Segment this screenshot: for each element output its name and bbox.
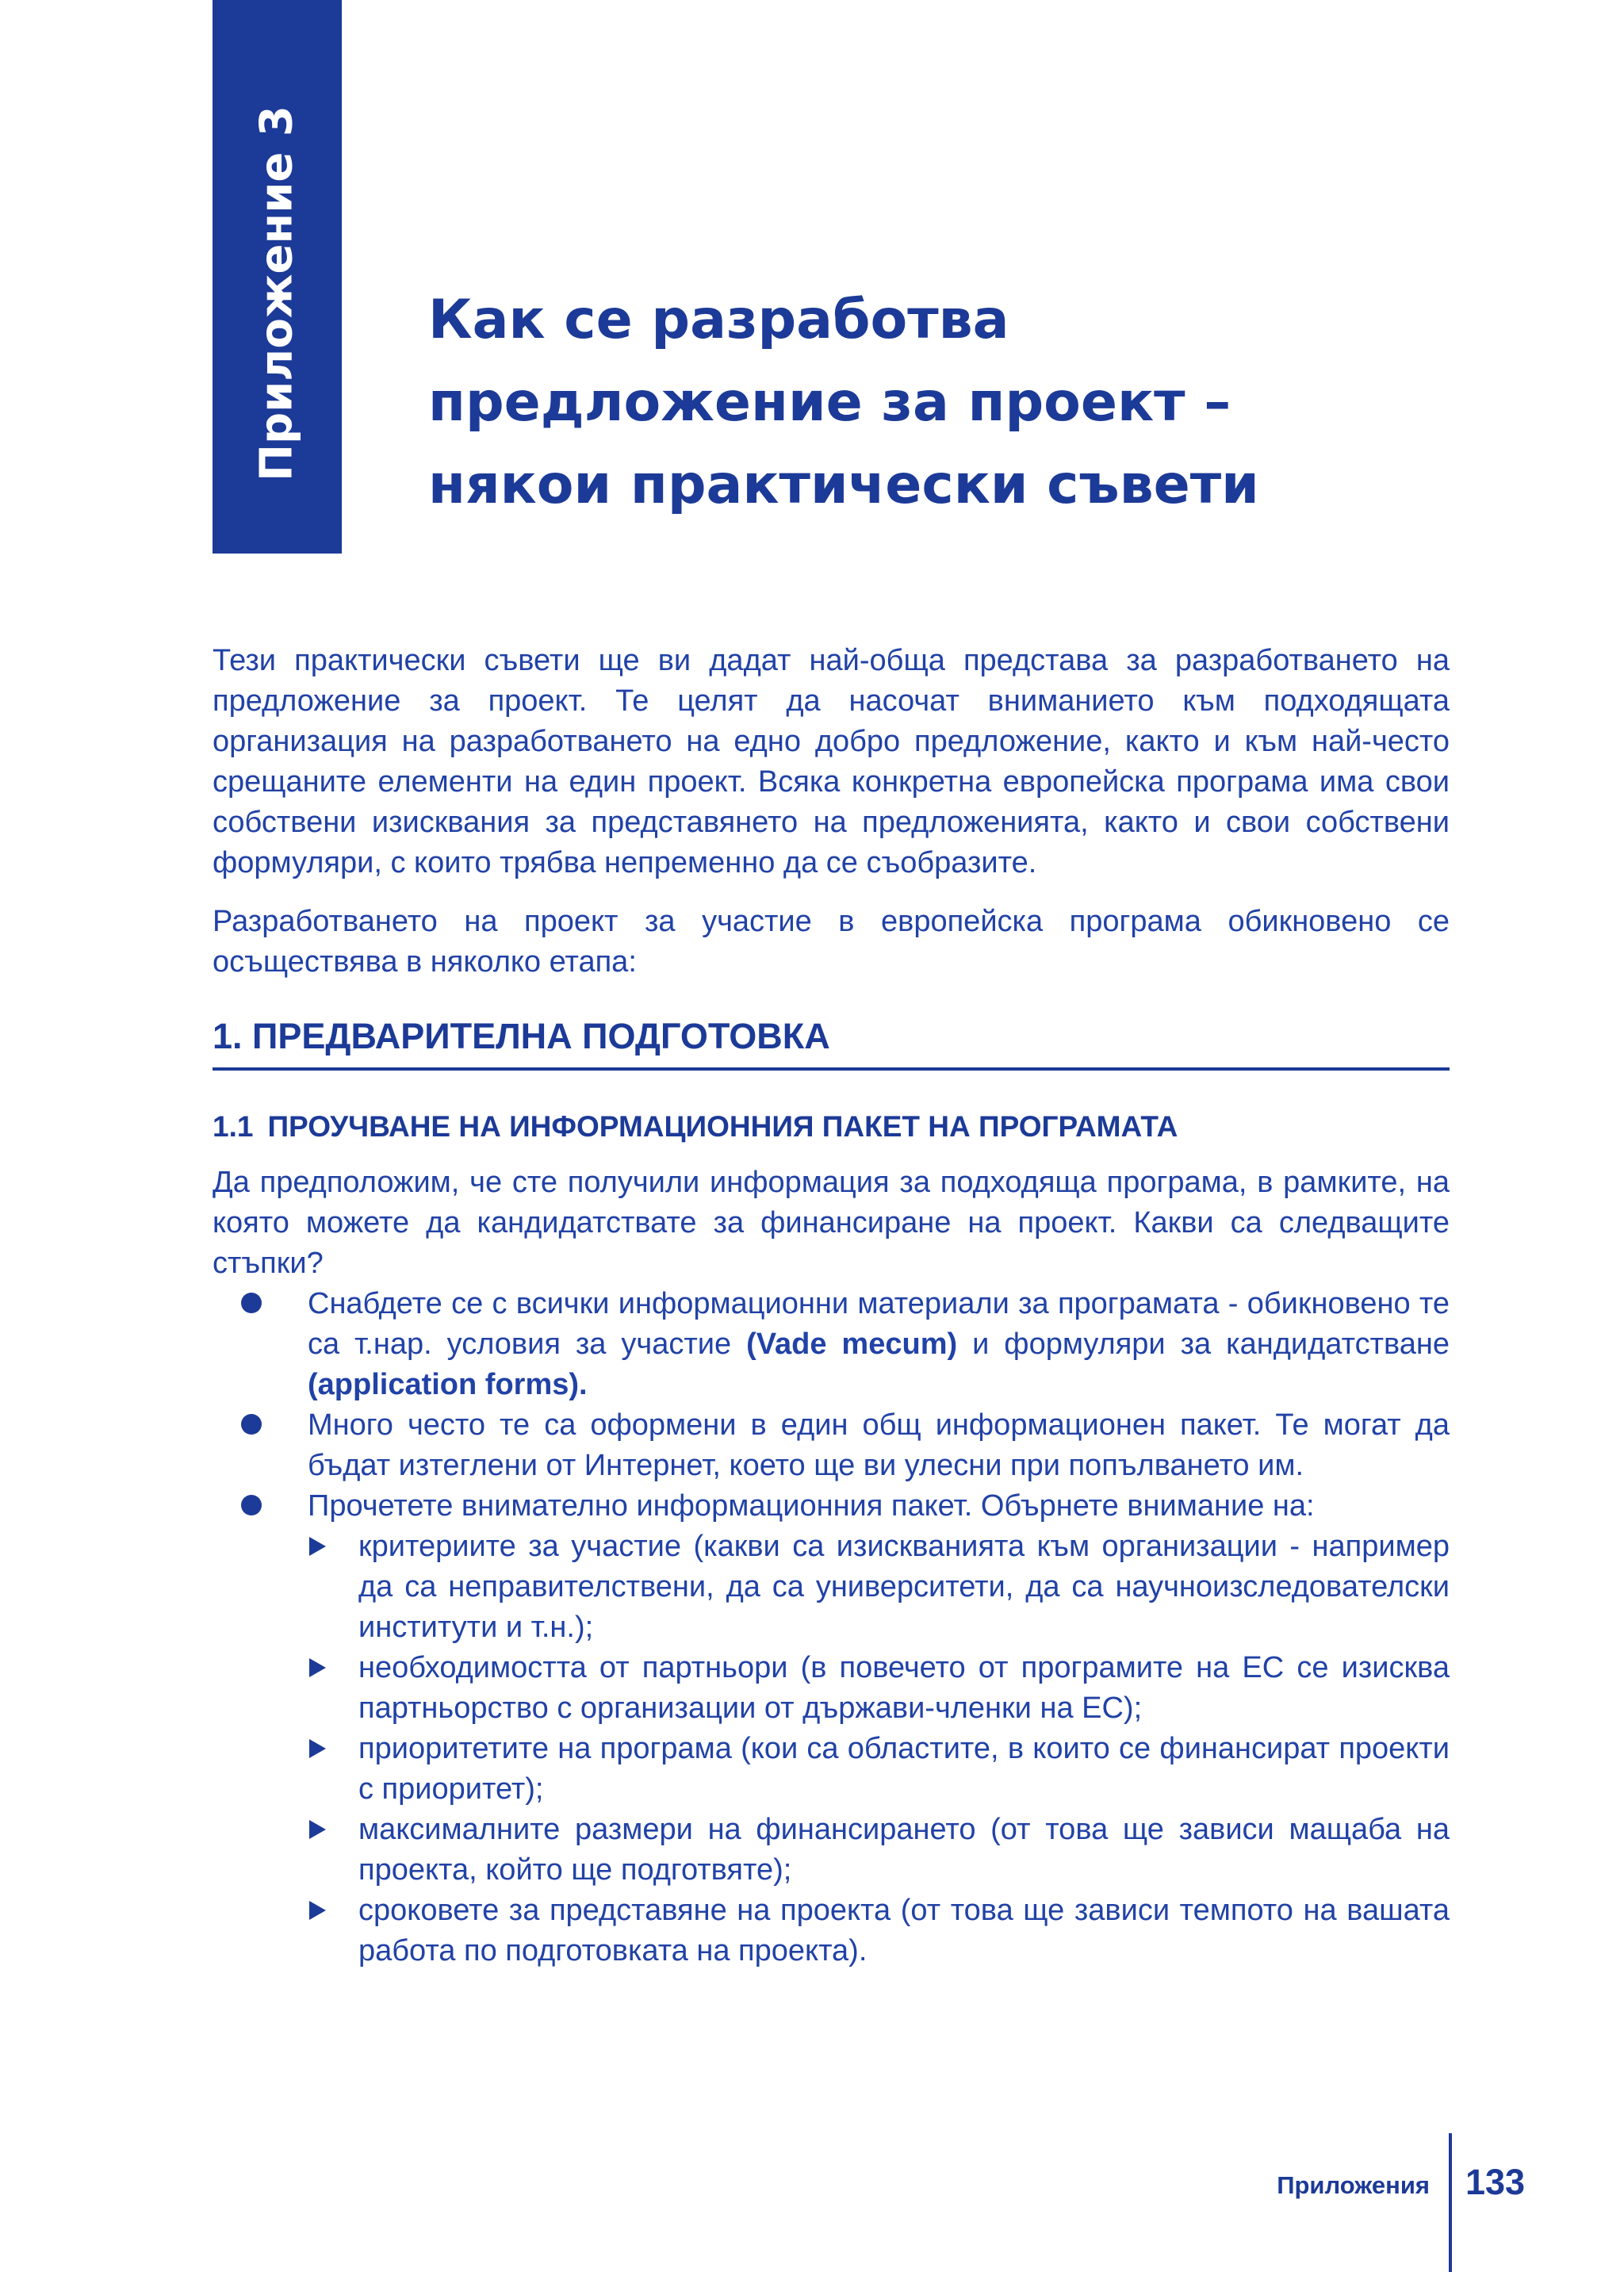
triangle-bullet-icon bbox=[309, 1820, 326, 1839]
chapter-title-line-1: Как се разработва bbox=[428, 289, 1009, 351]
bullet-1-bold-application-forms: (application forms). bbox=[308, 1368, 588, 1401]
bullet-3-text: Прочетете внимателно информационния пакет. Обърнете внимание на: bbox=[308, 1489, 1315, 1523]
bullet-dot-icon bbox=[241, 1293, 262, 1313]
list-item bbox=[213, 1284, 1450, 1405]
bullet-1-text-mid: и формуляри за кандидатстване bbox=[957, 1328, 1450, 1361]
subsection-heading-1-1 bbox=[213, 1106, 1450, 1147]
side-tab-label: Приложение 3 bbox=[251, 105, 303, 481]
bullet-2-text: Много често те са оформени в един общ информационен пакет. Те могат да бъдат изтеглени от Интернет, което ще ви улесни при попълването им. bbox=[308, 1408, 1450, 1482]
sub-item-text: максималните размери на финансирането (от това ще зависи мащаба на проекта, който ще подготвяте); bbox=[358, 1813, 1450, 1887]
bullet-dot-icon bbox=[241, 1495, 262, 1515]
chapter-title bbox=[428, 279, 1459, 527]
sub-list-item bbox=[308, 1527, 1450, 1648]
chapter-title-line-3: някои практически съвети bbox=[428, 454, 1259, 516]
footer-divider bbox=[1449, 2133, 1452, 2272]
sub-list-item bbox=[308, 1810, 1450, 1891]
list-item bbox=[213, 1486, 1450, 1971]
sub-bullet-list bbox=[308, 1527, 1450, 1971]
triangle-bullet-icon bbox=[309, 1739, 326, 1758]
footer-section-label: Приложения bbox=[1277, 2171, 1430, 2199]
sub-list-item bbox=[308, 1648, 1450, 1729]
bullet-dot-icon bbox=[241, 1414, 262, 1435]
page-content bbox=[213, 641, 1450, 1971]
triangle-bullet-icon bbox=[309, 1658, 326, 1677]
list-item bbox=[213, 1405, 1450, 1486]
page-number: 133 bbox=[1465, 2162, 1526, 2202]
triangle-bullet-icon bbox=[309, 1537, 326, 1556]
sub-item-text: приоритетите на програма (кои са областите, в които се финансират проекти с приоритет); bbox=[358, 1732, 1450, 1806]
bullet-list bbox=[213, 1284, 1450, 1971]
chapter-title-line-2: предложение за проект – bbox=[428, 371, 1231, 434]
sub-item-text: критериите за участие (какви са изискванията към организации - например да са неправителствени, да са университети, да са научноизследователски институти и т.н.); bbox=[358, 1530, 1450, 1644]
sub-list-item bbox=[308, 1891, 1450, 1971]
sub-list-item bbox=[308, 1729, 1450, 1810]
bullet-1-bold-vade-mecum: (Vade mecum) bbox=[746, 1328, 958, 1361]
subsection-lead-paragraph: Да предположим, че сте получили информация за подходяща програма, в рамките, на която можете да кандидатствате за финансиране на проект. Какви са следващите стъпки? bbox=[213, 1166, 1450, 1280]
sub-item-text: необходимостта от партньори (в повечето от програмите на ЕС се изисква партньорство с организации от държави-членки на ЕС); bbox=[358, 1651, 1450, 1725]
sub-item-text: сроковете за представяне на проекта (от това ще зависи темпото на вашата работа по подготовката на проекта). bbox=[358, 1894, 1450, 1967]
intro-paragraph-2: Разработването на проект за участие в европейска програма обикновено се осъществява в няколко етапа: bbox=[213, 905, 1450, 979]
subsection-number: 1.1 bbox=[213, 1110, 254, 1143]
bullet-1-text: Снабдете се с всички информационни материали за програмата - обикновено те са т.нар. условия за участие bbox=[308, 1287, 1450, 1361]
intro-paragraph-1: Тези практически съвети ще ви дадат най-обща представа за разработването на предложение за проект. Те целят да насочат вниманието към подходящата организация на разработването на едно добро предложение, както и към най-често срещаните елементи на един проект. Всяка конкретна европейска програма има свои собствени изисквания за представянето на предложенията, както и свои собствени формуляри, с които трябва непременно да се съобразите. bbox=[213, 644, 1450, 879]
subsection-title: ПРОУЧВАНЕ НА ИНФОРМАЦИОННИЯ ПАКЕТ НА ПРОГРАМАТА bbox=[267, 1110, 1178, 1143]
triangle-bullet-icon bbox=[309, 1901, 326, 1920]
section-heading-1: 1. ПРЕДВАРИТЕЛНА ПОДГОТОВКА bbox=[213, 1016, 1450, 1071]
